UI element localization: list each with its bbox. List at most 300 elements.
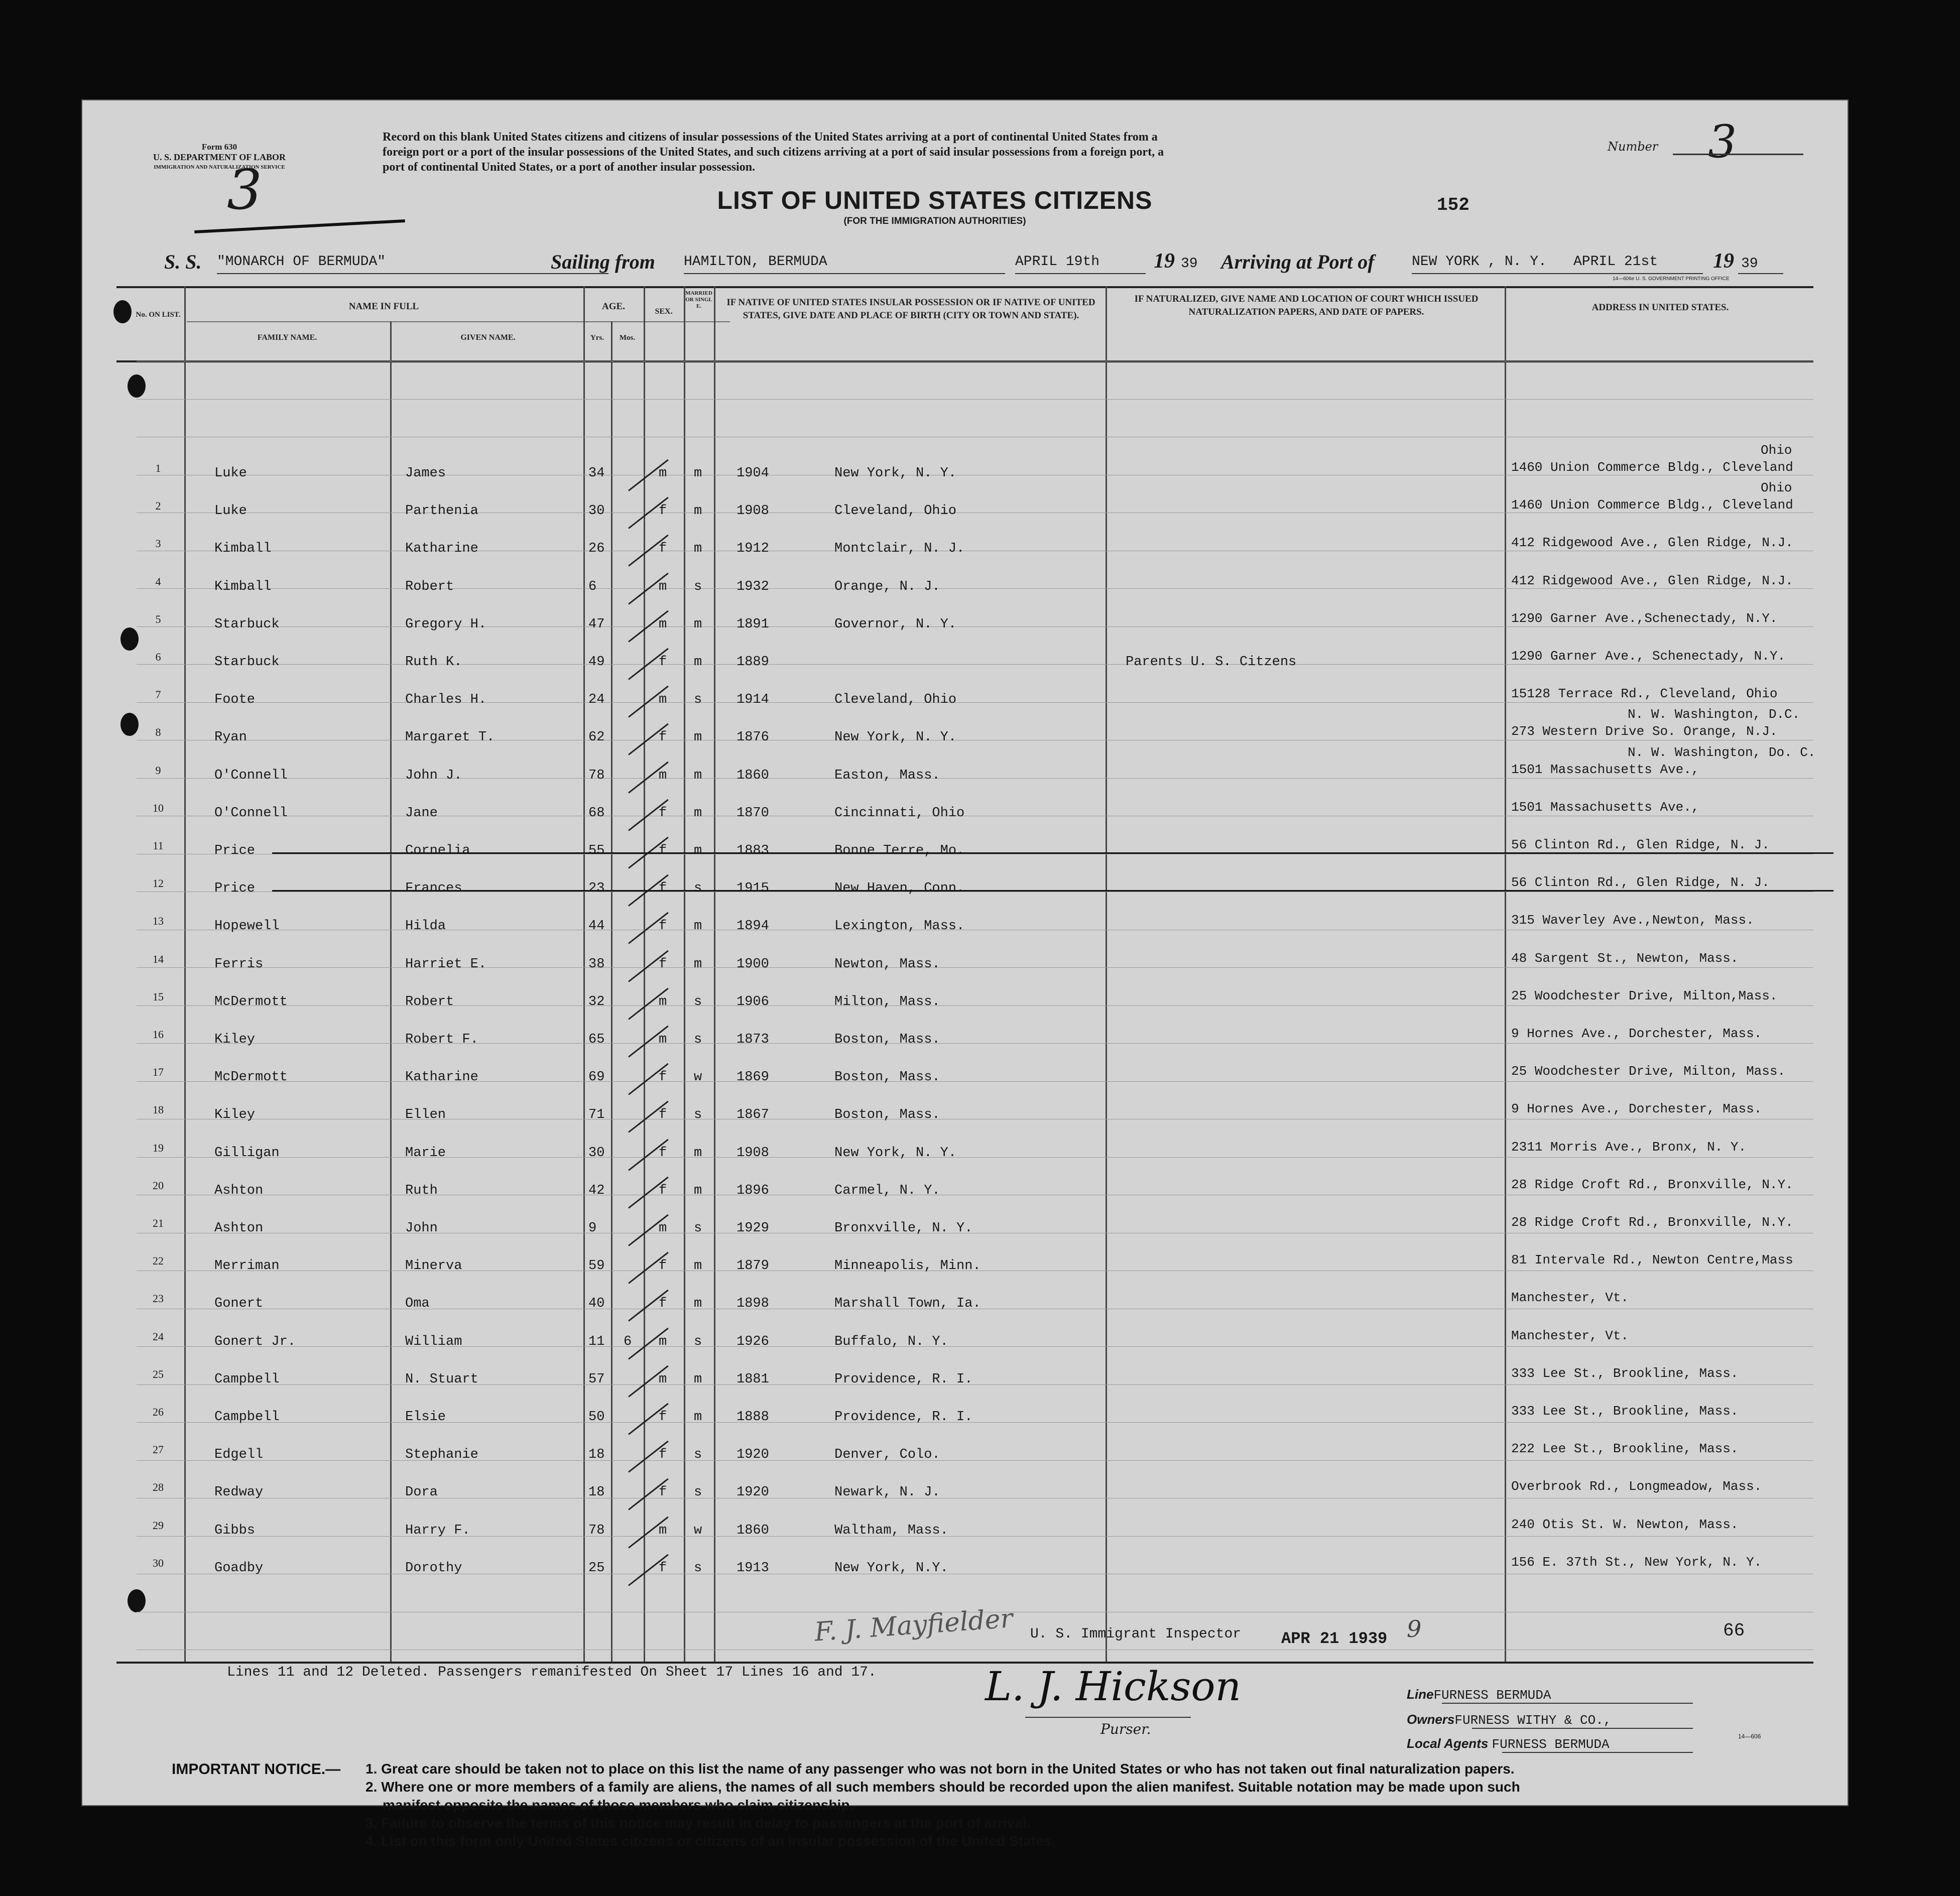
marital-status: s <box>694 994 702 1009</box>
address: 315 Waverley Ave.,Newton, Mass. <box>1511 913 1754 928</box>
birth-place: Boston, Mass. <box>834 1070 940 1085</box>
birth-year: 1869 <box>737 1070 769 1085</box>
col-no: No. ON LIST. <box>136 311 181 319</box>
given-name: Stephanie <box>405 1447 478 1463</box>
given-name: Ellen <box>405 1107 446 1123</box>
address: 48 Sargent St., Newton, Mass. <box>1511 950 1739 966</box>
family-name: Merriman <box>214 1258 280 1274</box>
age-years: 34 <box>588 466 605 481</box>
birth-place: Bronxville, N. Y. <box>834 1221 973 1236</box>
address: 15128 Terrace Rd., Cleveland, Ohio <box>1511 686 1778 702</box>
marital-status: s <box>694 1221 702 1236</box>
row-number: 28 <box>153 1481 164 1494</box>
birth-year: 1912 <box>737 541 769 557</box>
owners-label: Owners <box>1407 1712 1455 1727</box>
marital-status: m <box>694 1258 702 1274</box>
marital-status: m <box>694 1183 702 1198</box>
purser-underline <box>1025 1717 1191 1718</box>
birth-place: Carmel, N. Y. <box>834 1183 940 1198</box>
birth-year: 1896 <box>737 1183 769 1198</box>
ruling-line <box>137 626 1813 627</box>
birth-year: 1889 <box>737 655 769 670</box>
birth-place: Newton, Mass. <box>834 956 940 972</box>
row-number: 27 <box>153 1443 164 1456</box>
address: 412 Ridgewood Ave., Glen Ridge, N.J. <box>1511 535 1793 551</box>
age-years: 68 <box>588 805 605 821</box>
birth-year: 1906 <box>737 994 769 1009</box>
ruling-line <box>137 1460 1813 1461</box>
birth-year: 1908 <box>737 1145 769 1161</box>
age-years: 59 <box>588 1258 605 1274</box>
family-name: Kiley <box>214 1107 256 1123</box>
birth-place: Bonne Terre, Mo. <box>834 843 965 858</box>
row-number: 7 <box>155 688 161 701</box>
arriving-label: Arriving at Port of <box>1221 250 1375 273</box>
row-number: 19 <box>153 1141 164 1154</box>
sex: f <box>659 541 667 557</box>
birth-place: Cleveland, Ohio <box>834 692 957 708</box>
address: 333 Lee St., Brookline, Mass. <box>1511 1365 1739 1381</box>
sex: f <box>659 1183 667 1198</box>
marital-status: s <box>694 1447 702 1463</box>
family-name: Luke <box>214 503 247 519</box>
ruling-line <box>137 1384 1813 1385</box>
manifest-page <box>81 99 1849 1849</box>
sailing-label: Sailing from <box>551 250 655 273</box>
address: 222 Lee St., Brookline, Mass. <box>1511 1441 1739 1457</box>
department-name: U. S. DEPARTMENT OF LABOR <box>153 152 286 162</box>
marital-status: m <box>694 730 702 745</box>
given-name: Ruth <box>405 1183 438 1198</box>
family-name: Ryan <box>214 730 247 745</box>
punch-hole <box>113 300 132 323</box>
row-number: 12 <box>153 877 164 890</box>
ruling-line <box>137 1043 1813 1044</box>
inspector-label: U. S. Immigrant Inspector <box>1030 1626 1242 1642</box>
address: 28 Ridge Croft Rd., Bronxville, N.Y. <box>1511 1215 1793 1230</box>
ruling-line <box>137 1081 1813 1082</box>
marital-status: s <box>694 881 702 897</box>
given-name: Jane <box>405 805 438 821</box>
age-years: 24 <box>588 692 605 708</box>
sex: f <box>659 503 667 519</box>
sex: m <box>659 1221 667 1236</box>
birth-place: Lexington, Mass. <box>834 919 965 934</box>
family-name: Ashton <box>214 1221 264 1236</box>
ruling-line <box>137 778 1813 779</box>
birth-place: Providence, R. I. <box>834 1371 973 1387</box>
birth-place: Orange, N. J. <box>834 579 940 594</box>
sailing-year-prefix: 19 <box>1154 249 1175 273</box>
given-name: Dorothy <box>405 1560 462 1576</box>
address: 1501 Massachusetts Ave., <box>1511 762 1699 777</box>
given-name: Charles H. <box>405 692 487 708</box>
notice-2-cont: manifest opposite the names of those members who claim citizenship. <box>383 1797 854 1813</box>
ss-label: S. S. <box>164 250 202 273</box>
col-naturalized: IF NATURALIZED, GIVE NAME AND LOCATION OF COURT WHICH ISSUED NATURALIZATION PAPERS, AND DATE OF PAPERS. <box>1134 294 1479 317</box>
address: 9 Hornes Ave., Dorchester, Mass. <box>1511 1101 1762 1117</box>
ship-name: "MONARCH OF BERMUDA" <box>217 254 386 270</box>
given-name: Minerva <box>405 1258 462 1274</box>
row-number: 21 <box>153 1217 164 1229</box>
birth-place: New York, N.Y. <box>834 1560 948 1576</box>
birth-place: Newark, N. J. <box>834 1485 940 1500</box>
address-line-2: N. W. Washington, Do. C. <box>1628 744 1816 760</box>
page-count: 66 <box>1723 1620 1745 1641</box>
age-years: 11 <box>588 1334 605 1349</box>
birth-place: Providence, R. I. <box>834 1410 973 1425</box>
row-number: 25 <box>153 1367 164 1380</box>
family-name: McDermott <box>214 1070 288 1085</box>
row-number: 5 <box>155 612 161 625</box>
row-number: 6 <box>155 651 161 663</box>
marital-status: m <box>694 503 702 519</box>
marital-status: s <box>694 1560 702 1576</box>
row-number: 1 <box>155 462 161 474</box>
birth-year: 1891 <box>737 616 769 632</box>
row-number: 10 <box>153 801 164 814</box>
sex: m <box>659 994 667 1009</box>
sex: f <box>659 956 667 972</box>
family-name: Campbell <box>214 1371 280 1387</box>
owners-value: FURNESS WITHY & CO., <box>1454 1713 1612 1728</box>
marital-status: m <box>694 466 702 481</box>
row-number: 2 <box>155 499 161 513</box>
row-number: 24 <box>153 1330 164 1343</box>
sex: m <box>659 616 667 632</box>
sex: f <box>659 805 667 821</box>
sex: f <box>659 881 667 897</box>
age-years: 18 <box>588 1447 605 1463</box>
age-years: 26 <box>588 541 605 557</box>
row-number: 20 <box>153 1179 164 1192</box>
ruling-line <box>137 702 1813 703</box>
age-years: 55 <box>588 843 605 858</box>
col-married: MARRIED OR SINGLE. <box>685 290 712 309</box>
birth-place: Waltham, Mass. <box>834 1523 948 1538</box>
birth-year: 1913 <box>737 1560 769 1576</box>
birth-place: Boston, Mass. <box>834 1107 940 1123</box>
row-number: 4 <box>155 575 161 588</box>
family-name: Edgell <box>214 1447 264 1463</box>
marital-status: s <box>694 692 702 708</box>
age-years: 30 <box>588 503 605 519</box>
line-value: FURNESS BERMUDA <box>1433 1688 1551 1703</box>
address: 273 Western Drive So. Orange, N.J. <box>1511 724 1778 739</box>
birth-year: 1898 <box>737 1296 769 1312</box>
family-name: Starbuck <box>214 655 280 670</box>
sex: m <box>659 1371 667 1387</box>
marital-status: s <box>694 1485 702 1500</box>
birth-place: New Haven, Conn. <box>834 881 965 897</box>
given-name: Robert F. <box>405 1032 478 1047</box>
birth-year: 1920 <box>737 1447 769 1463</box>
sex: f <box>659 1296 667 1312</box>
birth-place: New York, N. Y. <box>834 466 957 481</box>
given-name: Katharine <box>405 1070 478 1085</box>
age-years: 71 <box>588 1107 605 1123</box>
arrival-date: APRIL 21st <box>1573 254 1658 270</box>
ruling-line <box>137 967 1813 968</box>
sex: f <box>659 843 667 858</box>
given-name: Marie <box>405 1145 446 1161</box>
age-years: 50 <box>588 1410 605 1425</box>
strike-through-line <box>272 852 1833 854</box>
birth-place: Boston, Mass. <box>834 1032 940 1047</box>
arrival-port: NEW YORK , N. Y. <box>1412 254 1547 270</box>
form-code: 14—606 <box>1738 1733 1761 1740</box>
marital-status: m <box>694 919 702 934</box>
instruction-line-3: port of continental United States, or a port of another insular possession. <box>383 161 756 174</box>
age-years: 47 <box>588 616 605 632</box>
address: 1290 Garner Ave.,Schenectady, N.Y. <box>1511 610 1778 626</box>
marital-status: m <box>694 1296 702 1312</box>
family-name: O'Connell <box>214 805 288 821</box>
col-sex: SEX. <box>655 307 673 316</box>
col-yrs: Yrs. <box>590 334 604 342</box>
col-birth: IF NATIVE OF UNITED STATES INSULAR POSSESSION OR IF NATIVE OF UNITED STATES, GIVE DATE AND PLACE OF BIRTH (CITY OR TOWN AND STATE). <box>726 297 1095 321</box>
col-address: ADDRESS IN UNITED STATES. <box>1591 302 1729 313</box>
col-family-name: FAMILY NAME. <box>257 333 317 342</box>
strike-through-line <box>272 890 1833 892</box>
form-number: Form 630 <box>201 142 237 152</box>
address: 1501 Massachusetts Ave., <box>1511 799 1699 815</box>
age-years: 69 <box>588 1070 605 1085</box>
arrival-year: 39 <box>1741 256 1758 272</box>
age-years: 32 <box>588 994 605 1009</box>
address-line-2: Ohio <box>1761 443 1792 458</box>
family-name: O'Connell <box>214 768 288 783</box>
marital-status: w <box>694 1523 702 1538</box>
service-name: IMMIGRATION AND NATURALIZATION SERVICE <box>154 164 285 170</box>
purser-signature: L. J. Hickson <box>985 1663 1242 1710</box>
family-name: Starbuck <box>214 616 280 632</box>
marital-status: m <box>694 1371 702 1387</box>
stamp-number: 152 <box>1437 195 1469 215</box>
family-name: Gonert <box>214 1296 264 1312</box>
age-years: 18 <box>588 1485 605 1500</box>
birth-place: Minneapolis, Minn. <box>834 1258 981 1274</box>
age-years: 42 <box>588 1183 605 1198</box>
sex: f <box>659 1070 667 1085</box>
marital-status: m <box>694 655 702 670</box>
family-name: Kiley <box>214 1032 256 1047</box>
printer-note: 14—606e U. S. GOVERNMENT PRINTING OFFICE <box>1613 276 1730 282</box>
given-name: Katharine <box>405 541 478 557</box>
ruling-line <box>137 1536 1813 1537</box>
address: 25 Woodchester Drive, Milton, Mass. <box>1511 1064 1786 1079</box>
address-line-2: N. W. Washington, D.C. <box>1628 707 1800 722</box>
family-name: Price <box>214 881 256 897</box>
address: 28 Ridge Croft Rd., Bronxville, N.Y. <box>1511 1177 1793 1192</box>
purser-label: Purser. <box>1100 1721 1151 1737</box>
sheet-mark-underline <box>194 219 405 233</box>
row-number: 3 <box>155 537 161 550</box>
sex: f <box>659 1258 667 1274</box>
birth-place: Easton, Mass. <box>834 768 940 783</box>
given-name: Frances <box>405 881 462 897</box>
given-name: Dora <box>405 1485 438 1500</box>
marital-status: s <box>694 1334 702 1349</box>
age-years: 49 <box>588 655 605 670</box>
given-name: Margaret T. <box>405 730 495 745</box>
address-line-2: Ohio <box>1761 480 1792 496</box>
age-years: 9 <box>588 1221 597 1236</box>
family-name: Price <box>214 843 256 858</box>
age-years: 40 <box>588 1296 605 1312</box>
sailing-port: HAMILTON, BERMUDA <box>684 254 827 270</box>
notice-2: 2. Where one or more members of a family are aliens, the names of all such members should be recorded upon the alien manifest. Suitable notation may be made upon such <box>365 1779 1520 1795</box>
birth-year: 1908 <box>737 503 769 519</box>
sex: m <box>659 1334 667 1349</box>
inspector-initials: 9 <box>1407 1615 1422 1642</box>
row-number: 11 <box>153 839 164 852</box>
family-name: Campbell <box>214 1410 280 1425</box>
given-name: James <box>405 466 446 481</box>
birth-year: 1879 <box>737 1258 769 1274</box>
sex: f <box>659 1447 667 1463</box>
age-months: 6 <box>624 1334 632 1349</box>
address: 56 Clinton Rd., Glen Ridge, N. J. <box>1511 837 1770 852</box>
given-name: Ruth K. <box>405 655 462 670</box>
agents-value: FURNESS BERMUDA <box>1492 1737 1610 1752</box>
birth-place: New York, N. Y. <box>834 730 957 745</box>
birth-place: New York, N. Y. <box>834 1145 957 1161</box>
address: 1290 Garner Ave., Schenectady, N.Y. <box>1511 649 1786 664</box>
sex: m <box>659 768 667 783</box>
inspector-signature: F. J. Mayfielder <box>813 1603 1014 1648</box>
given-name: N. Stuart <box>405 1371 478 1387</box>
row-number: 13 <box>153 915 164 928</box>
ruling-line <box>137 1422 1813 1423</box>
family-name: Ferris <box>214 956 264 972</box>
birth-year: 1873 <box>737 1032 769 1047</box>
notice-title: IMPORTANT NOTICE.— <box>172 1761 341 1778</box>
family-name: Kimball <box>214 541 272 557</box>
line-label: Line <box>1407 1687 1434 1702</box>
marital-status: m <box>694 616 702 632</box>
row-number: 15 <box>153 990 164 1003</box>
sailing-year: 39 <box>1181 256 1198 272</box>
row-number: 29 <box>153 1519 164 1532</box>
address: 412 Ridgewood Ave., Glen Ridge, N.J. <box>1511 573 1793 588</box>
birth-place: Milton, Mass. <box>834 994 940 1009</box>
birth-year: 1914 <box>737 692 769 708</box>
age-years: 62 <box>588 730 605 745</box>
family-name: Gilligan <box>214 1145 280 1161</box>
row-number: 8 <box>155 726 161 739</box>
col-mos: Mos. <box>619 334 636 342</box>
naturalization: Parents U. S. Citzens <box>1126 655 1297 670</box>
birth-year: 1870 <box>737 805 769 821</box>
sex: f <box>659 1560 667 1576</box>
punch-hole <box>120 713 139 736</box>
marital-status: m <box>694 956 702 972</box>
number-underline <box>1673 154 1803 155</box>
family-name: Redway <box>214 1485 264 1500</box>
given-name: Elsie <box>405 1410 446 1425</box>
birth-year: 1867 <box>737 1107 769 1123</box>
marital-status: m <box>694 768 702 783</box>
row-number: 9 <box>155 764 161 777</box>
given-name: Harriet E. <box>405 956 487 972</box>
ruling-line <box>137 1346 1813 1347</box>
sex: m <box>659 1032 667 1047</box>
row-number: 14 <box>153 952 164 965</box>
birth-place: Cincinnati, Ohio <box>834 805 965 821</box>
address: 9 Hornes Ave., Dorchester, Mass. <box>1511 1026 1762 1041</box>
arrival-year-prefix: 19 <box>1713 249 1734 273</box>
ruling-line <box>137 664 1813 665</box>
notice-4: 4. List on this form only United States citizens or citizens of an insular possession of the United States. <box>365 1833 1055 1849</box>
age-years: 6 <box>588 579 597 594</box>
page-subtitle: (FOR THE IMMIGRATION AUTHORITIES) <box>843 216 1026 226</box>
row-number: 18 <box>153 1103 164 1116</box>
birth-year: 1929 <box>737 1221 769 1236</box>
age-years: 65 <box>588 1032 605 1047</box>
age-years: 25 <box>588 1560 605 1576</box>
birth-year: 1894 <box>737 919 769 934</box>
marital-status: w <box>694 1070 702 1085</box>
deleted-lines-note: Lines 11 and 12 Deleted. Passengers remanifested On Sheet 17 Lines 16 and 17. <box>227 1665 877 1680</box>
birth-year: 1900 <box>737 956 769 972</box>
address: Overbrook Rd., Longmeadow, Mass. <box>1511 1479 1762 1494</box>
given-name: John <box>405 1221 438 1236</box>
family-name: Hopewell <box>214 919 280 934</box>
marital-status: m <box>694 1410 702 1425</box>
punch-hole <box>128 1589 146 1612</box>
col-age: AGE. <box>602 301 625 312</box>
age-years: 57 <box>588 1371 605 1387</box>
punch-hole <box>128 374 146 398</box>
col-given-name: GIVEN NAME. <box>460 333 516 342</box>
marital-status: m <box>694 1145 702 1161</box>
row-number: 22 <box>153 1254 164 1268</box>
birth-year: 1920 <box>737 1485 769 1500</box>
given-name: William <box>405 1334 462 1349</box>
sex: f <box>659 730 667 745</box>
age-years: 78 <box>588 768 605 783</box>
age-years: 44 <box>588 919 605 934</box>
given-name: Cornelia <box>405 843 470 858</box>
given-name: Gregory H. <box>405 616 487 632</box>
sex: f <box>659 1410 667 1425</box>
family-name: McDermott <box>214 994 288 1009</box>
row-number: 23 <box>153 1292 164 1305</box>
age-years: 30 <box>588 1145 605 1161</box>
sex: f <box>659 1485 667 1500</box>
number-label: Number <box>1608 140 1658 154</box>
marital-status: m <box>694 805 702 821</box>
age-years: 78 <box>588 1523 605 1538</box>
address: 1460 Union Commerce Bldg., Cleveland <box>1511 497 1793 513</box>
sex: m <box>659 1523 667 1538</box>
marital-status: s <box>694 1107 702 1123</box>
birth-place: Cleveland, Ohio <box>834 503 957 519</box>
sheet-mark-handwritten: 3 <box>227 158 262 222</box>
instruction-line-1: Record on this blank United States citizens and citizens of insular possessions of the United States arriving at a port of continental United States from a <box>383 131 1158 144</box>
sex: m <box>659 692 667 708</box>
birth-year: 1932 <box>737 579 769 594</box>
address: 156 E. 37th St., New York, N. Y. <box>1511 1554 1762 1570</box>
address: 2311 Morris Ave., Bronx, N. Y. <box>1511 1139 1747 1155</box>
given-name: Oma <box>405 1296 430 1312</box>
birth-place: Marshall Town, Ia. <box>834 1296 981 1312</box>
ruling-line <box>137 399 1813 400</box>
birth-place: Buffalo, N. Y. <box>834 1334 948 1349</box>
birth-year: 1876 <box>737 730 769 745</box>
notice-3: 3. Failure to observe the terms of this notice may result in delay to passengers at the port of arrival. <box>365 1815 1031 1831</box>
